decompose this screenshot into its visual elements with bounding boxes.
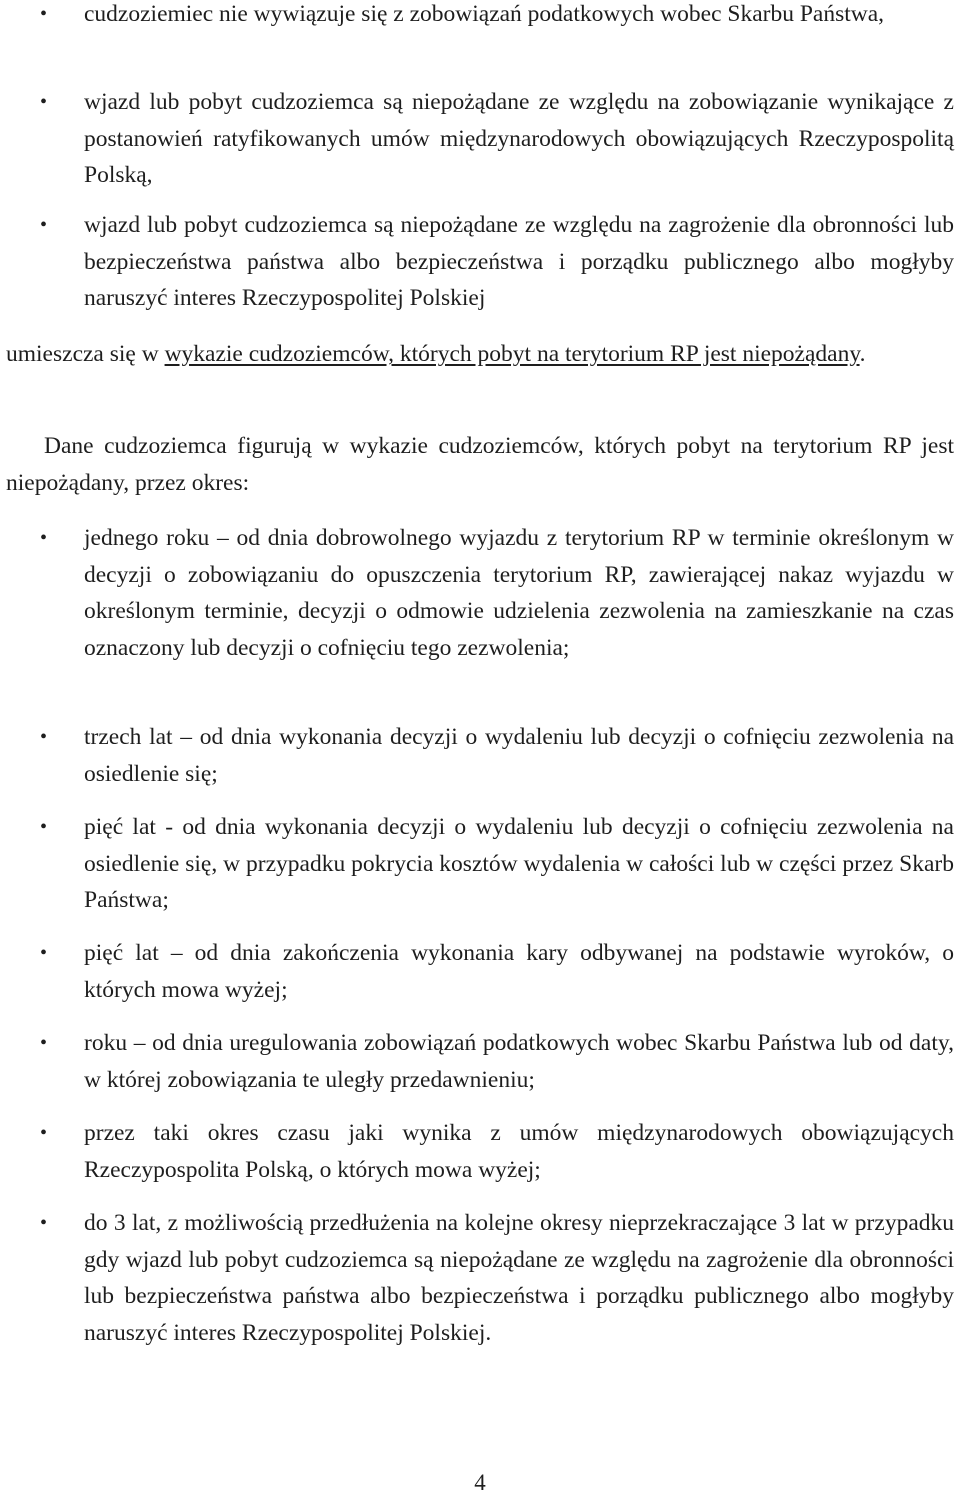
bullet-icon: • [40, 1032, 48, 1054]
list-item [0, 1025, 960, 1115]
list-item-text: pięć lat - od dnia wykonania decyzji o wydaleniu lub decyzji o cofnięciu zezwolenia na osiedlenie się, w przypadku pokrycia kosztów wydalenia w całości lub w części przez Skarb Państwa; [84, 814, 954, 913]
list-item-text: pięć lat – od dnia zakończenia wykonania kary odbywanej na podstawie wyroków, o których mowa wyżej; [84, 940, 954, 1003]
bullet-icon: • [40, 1212, 48, 1234]
bullet-icon: • [40, 726, 48, 748]
register-link[interactable]: wykazie cudzoziemców, których pobyt na terytorium RP jest niepożądany [164, 341, 860, 367]
list-item [0, 719, 960, 809]
bullet-icon: • [40, 527, 48, 549]
list-item [0, 935, 960, 1025]
list-item [0, 0, 960, 84]
list-item-text: do 3 lat, z możliwością przedłużenia na kolejne okresy nieprzekraczające 3 lat w przypadku gdy wjazd lub pobyt cudzoziemca są niepożądane ze względu na zagrożenie dla obronności lub bezpieczeństwa państwa albo bezpieczeństwa i porządku publicznego albo mogłyby naruszyć interes Rzeczypospolitej Polskiej. [84, 1210, 954, 1346]
condition-list [0, 0, 960, 317]
bullet-icon: • [40, 91, 48, 113]
list-item-text: roku – od dnia uregulowania zobowiązań podatkowych wobec Skarbu Państwa lub od daty, w której zobowiązania te uległy przedawnieniu; [84, 1030, 954, 1093]
register-paragraph: umieszcza się w wykazie cudzoziemców, których pobyt na terytorium RP jest niepożądany. [6, 341, 866, 367]
list-item [0, 1205, 960, 1351]
list-item-text: wjazd lub pobyt cudzoziemca są niepożądane ze względu na zagrożenie dla obronności lub bezpieczeństwa państwa albo bezpieczeństwa i porządku publicznego albo mogłyby naruszyć interes Rzeczypospolitej Polskiej [84, 212, 954, 311]
bullet-icon: • [40, 214, 48, 236]
list-item-text: jednego roku – od dnia dobrowolnego wyjazdu z terytorium RP w terminie określonym w decyzji o zobowiązaniu do opuszczenia terytorium RP, zawierającej nakaz wyjazdu w określonym terminie, decyzji o odmowie udzielenia zezwolenia na zamieszkanie na czas oznaczony lub decyzji o cofnięciu tego zezwolenia; [84, 525, 954, 661]
list-item-text: trzech lat – od dnia wykonania decyzji o wydaleniu lub decyzji o cofnięciu zezwolenia na osiedlenie się; [84, 724, 954, 787]
bullet-icon: • [40, 942, 48, 964]
list-item [0, 84, 960, 207]
list-item-text: przez taki okres czasu jaki wynika z umów międzynarodowych obowiązujących Rzeczypospolita Polską, o których mowa wyżej; [84, 1120, 954, 1183]
bullet-icon: • [40, 816, 48, 838]
list-item [0, 520, 960, 719]
list-item [0, 1115, 960, 1205]
bullet-icon: • [40, 1122, 48, 1144]
period-list [0, 520, 960, 1351]
list-item [0, 207, 960, 317]
list-item-text: cudzoziemiec nie wywiązuje się z zobowiązań podatkowych wobec Skarbu Państwa, [84, 1, 885, 27]
list-item-text: wjazd lub pobyt cudzoziemca są niepożądane ze względu na zobowiązanie wynikające z postanowień ratyfikowanych umów międzynarodowych obowiązujących Rzeczypospolitą Polską, [84, 89, 954, 188]
list-item [0, 809, 960, 935]
page-number: 4 [474, 1470, 486, 1495]
bullet-icon: • [40, 3, 48, 25]
period-intro-paragraph: Dane cudzoziemca figurują w wykazie cudzoziemców, których pobyt na terytorium RP jest niepożądany, przez okres: [6, 433, 954, 496]
